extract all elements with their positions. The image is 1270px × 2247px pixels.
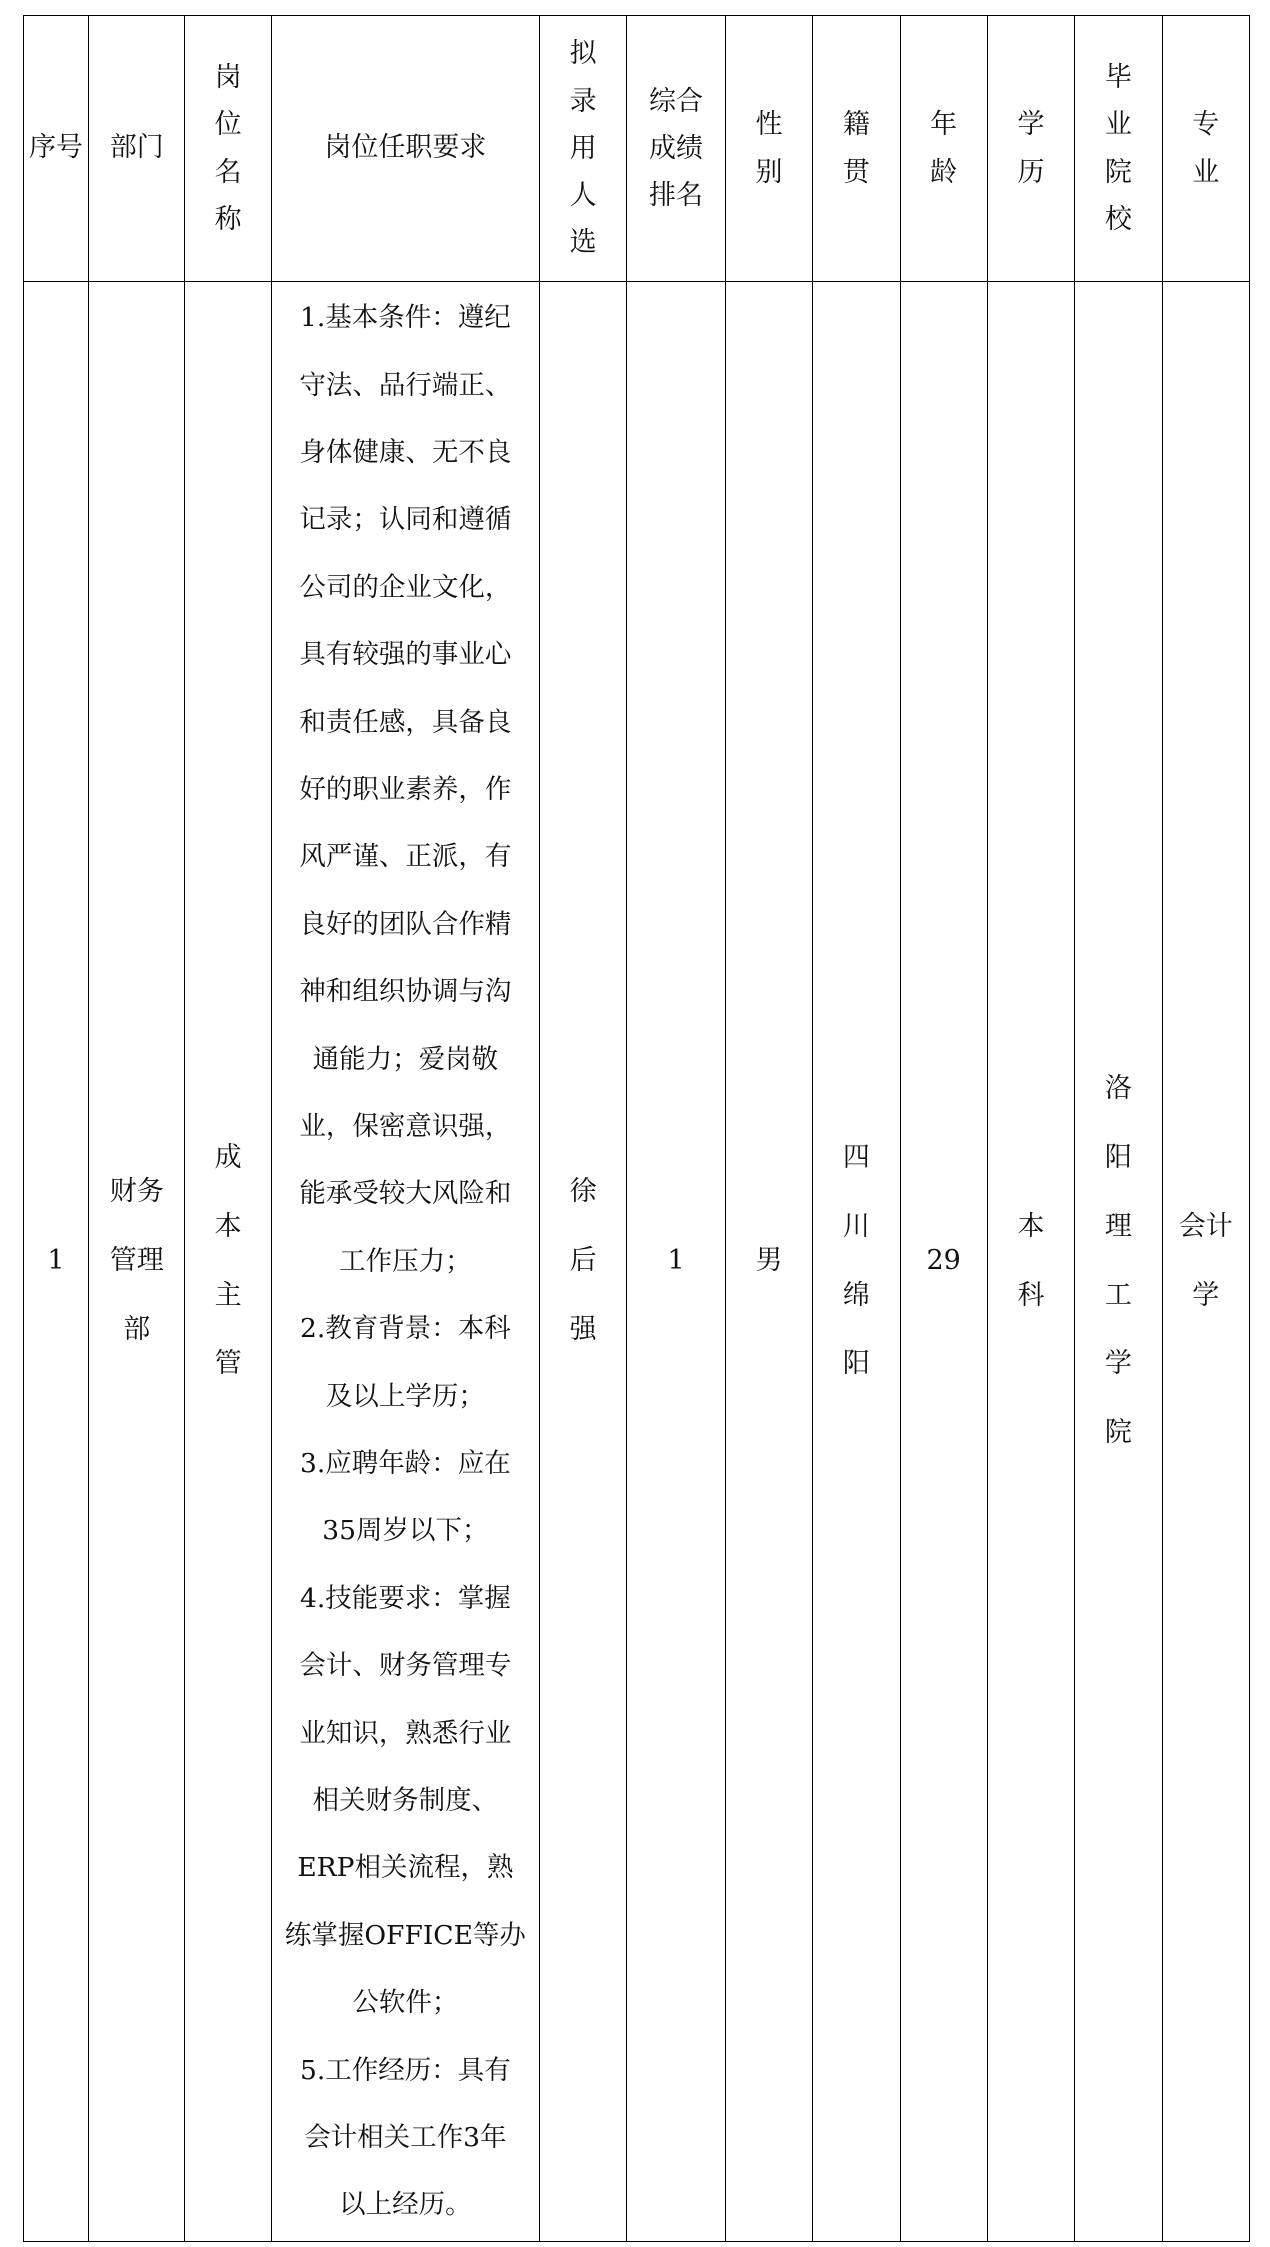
requirement-line: ERP相关流程，熟 (297, 1852, 514, 1884)
requirement-line: 会计相关工作3年 (304, 2122, 507, 2154)
cell-dept: 财务管理部 (89, 282, 185, 2242)
header-seq: 序号 (24, 16, 89, 282)
requirement-line: 4.技能要求：掌握 (299, 1582, 511, 1614)
requirement-line: 身体健康、无不良 (299, 436, 512, 468)
cell-school: 洛阳理工学院 (1075, 282, 1162, 2242)
requirement-line: 业，保密意识强， (299, 1110, 512, 1142)
header-gender: 性别 (725, 16, 812, 282)
cell-candidate: 徐后强 (539, 282, 626, 2242)
cell-gender: 男 (725, 282, 812, 2242)
header-rank: 综合成绩排名 (627, 16, 726, 282)
table-row (24, 282, 1250, 2242)
cell-education: 本科 (987, 282, 1074, 2242)
requirement-line: 神和组织协调与沟 (299, 976, 512, 1008)
header-dept: 部门 (89, 16, 185, 282)
requirement-line: 练掌握OFFICE等办 (284, 1919, 526, 1951)
requirement-line: 记录；认同和遵循 (299, 504, 512, 536)
header-education: 学历 (987, 16, 1074, 282)
requirement-line: 具有较强的事业心 (299, 639, 512, 671)
header-origin: 籍贯 (813, 16, 900, 282)
requirement-line: 和责任感，具备良 (299, 706, 512, 738)
requirement-line: 会计、财务管理专 (299, 1650, 512, 1682)
requirement-line: 3.应聘年龄：应在 (299, 1448, 511, 1480)
requirement-line: 工作压力； (339, 1245, 472, 1277)
requirement-line: 公司的企业文化， (299, 571, 512, 603)
cell-age: 29 (900, 282, 987, 2242)
requirement-line: 2.教育背景：本科 (299, 1313, 511, 1345)
requirement-line: 通能力；爱岗敬 (312, 1043, 499, 1075)
requirement-line: 5.工作经历：具有 (299, 2054, 511, 2086)
requirement-line: 35周岁以下； (322, 1515, 489, 1547)
header-major: 专业 (1162, 16, 1249, 282)
header-age: 年龄 (900, 16, 987, 282)
cell-origin: 四川绵阳 (813, 282, 900, 2242)
cell-rank: 1 (627, 282, 726, 2242)
requirement-line: 风严谨、正派，有 (299, 841, 512, 873)
requirement-line: 能承受较大风险和 (299, 1178, 512, 1210)
requirement-line: 业知识，熟悉行业 (299, 1717, 512, 1749)
cell-position: 成本主管 (185, 282, 271, 2242)
requirement-line: 好的职业素养，作 (299, 773, 512, 805)
requirement-line: 守法、品行端正、 (299, 369, 512, 401)
requirement-line: 良好的团队合作精 (299, 908, 512, 940)
requirement-line: 公软件； (352, 1987, 459, 2019)
requirement-line: 以上经历。 (339, 2189, 472, 2221)
header-row (24, 16, 1250, 282)
cell-major: 会计学 (1162, 282, 1249, 2242)
requirement-line: 1.基本条件：遵纪 (299, 302, 511, 334)
cell-seq: 1 (24, 282, 89, 2242)
cell-requirements (271, 282, 539, 2242)
recruitment-table (23, 15, 1250, 2242)
requirement-line: 及以上学历； (325, 1380, 485, 1412)
header-candidate: 拟录用人选 (539, 16, 626, 282)
requirement-line: 相关财务制度、 (312, 1785, 499, 1817)
header-position: 岗位名称 (185, 16, 271, 282)
header-requirements: 岗位任职要求 (271, 16, 539, 282)
header-school: 毕业院校 (1075, 16, 1162, 282)
